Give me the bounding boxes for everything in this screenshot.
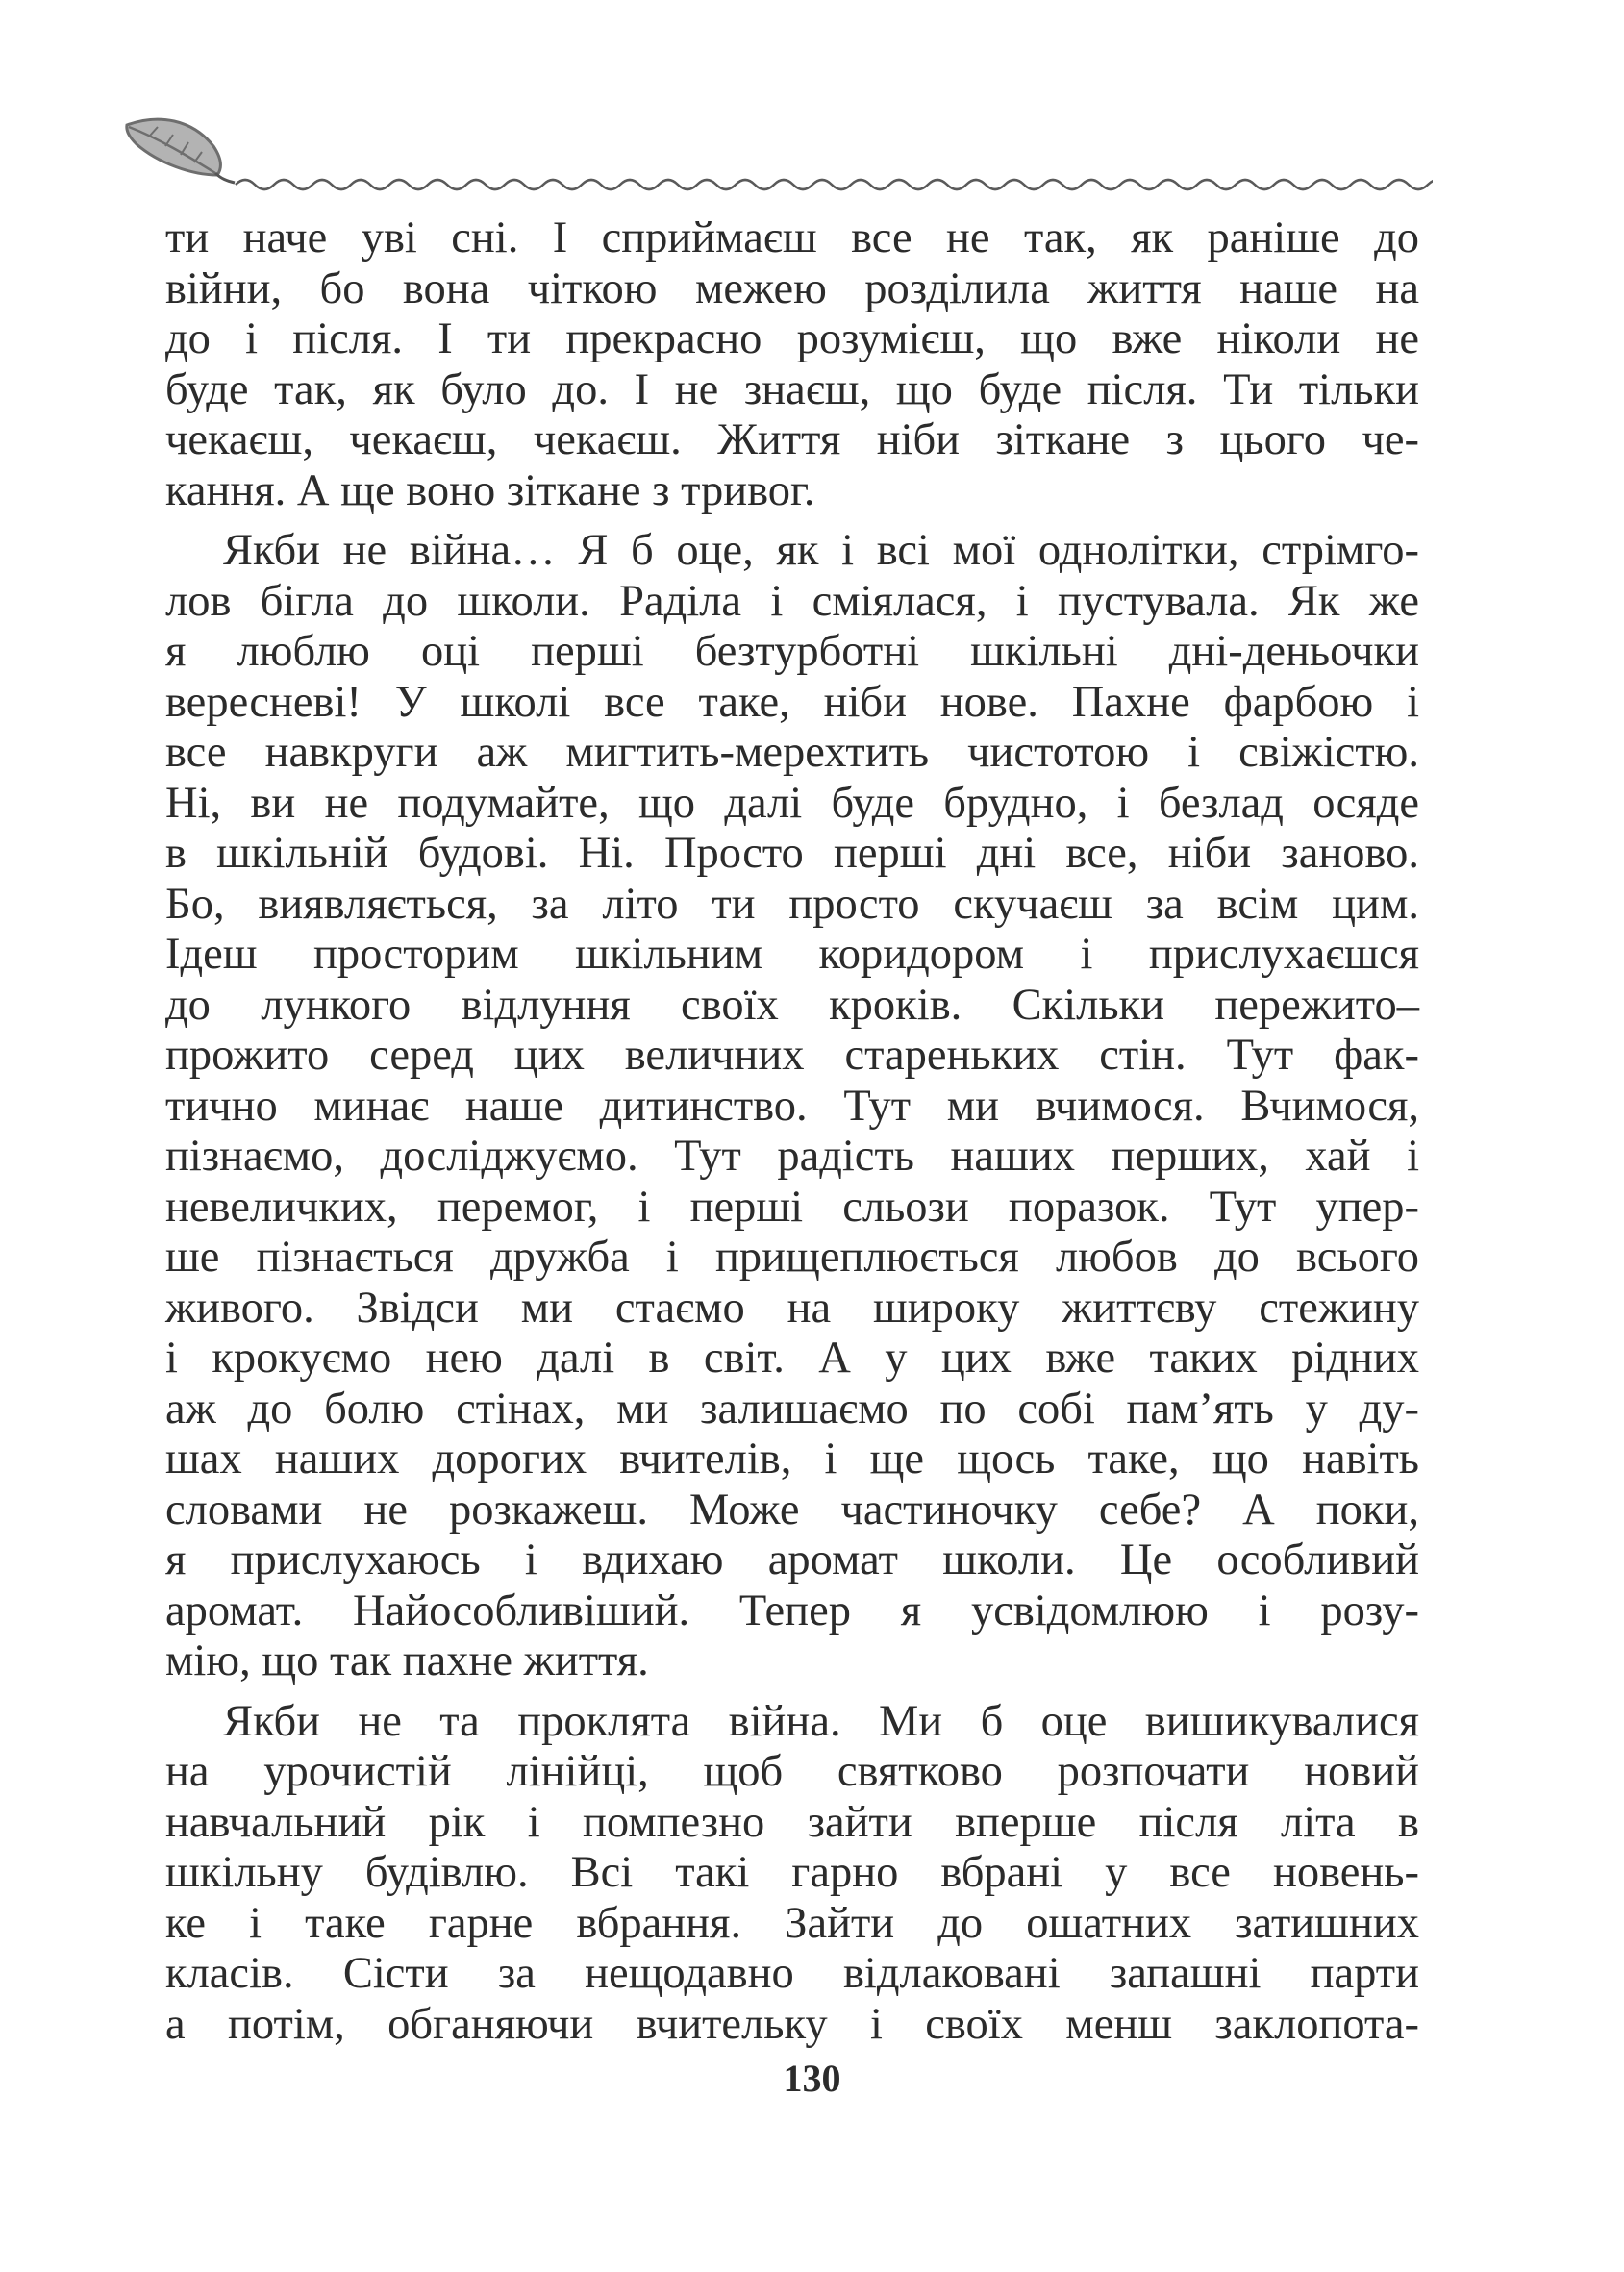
text-line: прожито серед цих величних старенькиx стін. Тут фак- <box>165 1031 1419 1080</box>
text-line: я прислухаюсь і вдихаю аромат школи. Це особливий <box>165 1535 1419 1585</box>
text-line: ке і таке гарне вбрання. Зайти до ошатних затишних <box>165 1898 1419 1948</box>
text-line: а потім, обганяючи вчительку і своїх менш заклопота- <box>165 1999 1419 2049</box>
text-line: ти наче уві сні. І сприймаєш все не так, як раніше до <box>165 213 1419 262</box>
text-line: мію, що так пахне життя. <box>165 1636 649 1685</box>
page-header <box>115 106 1433 212</box>
text-line: лов бігла до школи. Раділа і сміялася, і пустувала. Як же <box>165 576 1419 626</box>
text-line: і крокуємо нею далі в світ. А у цих вже таких рідних <box>165 1334 1419 1383</box>
text-line: до і після. І ти прекрасно розумієш, що вже ніколи не <box>165 314 1419 363</box>
page-number: 130 <box>783 2057 841 2100</box>
text-line: в шкільній будові. Ні. Просто перші дні все, ніби заново. <box>165 829 1419 878</box>
text-line: навчальний рік і помпезно зайти вперше після літа в <box>165 1797 1419 1847</box>
text-line: Якби не та проклята війна. Ми б оце вишикувалися <box>223 1696 1419 1746</box>
text-line: все навкруги аж мигтить-мерехтить чистотою і свіжістю. <box>165 728 1419 777</box>
text-line: живого. Звідси ми стаємо на широку життєву стежину <box>165 1283 1419 1333</box>
leaf-icon <box>127 119 235 183</box>
text-line: пізнаємо, досліджуємо. Тут радість наших перших, хай і <box>165 1132 1419 1181</box>
text-line: класів. Сісти за нещодавно відлаковані запашні парти <box>165 1949 1419 1998</box>
text-line: чекаєш, чекаєш, чекаєш. Життя ніби зіткане з цього че- <box>165 415 1419 464</box>
text-line: аж до болю стінах, ми залишаємо по собі пам’ять у ду- <box>165 1384 1419 1434</box>
text-line: на урочистій лінійці, щоб святково розпочати новий <box>165 1747 1419 1796</box>
paragraph <box>165 526 1419 1687</box>
text-line: Якби не війна… Я б оце, як і всі мої однолітки, стрімго- <box>223 526 1419 575</box>
text-line: тично минає наше дитинство. Тут ми вчимося. Вчимося, <box>165 1081 1419 1131</box>
text-line: до лункого відлуння своїх кроків. Скільки пережито– <box>165 980 1419 1030</box>
text-line: шкільну будівлю. Всі такі гарно вбрані у все новень- <box>165 1848 1419 1897</box>
text-line: Ні, ви не подумайте, що далі буде брудно, і безлад осяде <box>165 778 1419 828</box>
text-line: вересневі! У школі все таке, ніби нове. Пахне фарбою і <box>165 677 1419 727</box>
wavy-divider <box>236 180 1433 189</box>
text-line: аромат. Найособливіший. Тепер я усвідомлюю і розу- <box>165 1585 1419 1635</box>
text-line: словами не розкажеш. Може частиночку себе? А поки, <box>165 1485 1419 1535</box>
text-line: ше пізнається дружба і прищеплюється любов до всього <box>165 1233 1419 1282</box>
text-line: війни, бо вона чіткою межею розділила життя наше на <box>165 263 1419 313</box>
text-line: Бо, виявляється, за літо ти просто скучаєш за всім цим. <box>165 879 1419 929</box>
paragraph <box>165 1697 1419 2051</box>
text-line: я люблю оці перші безтурботні шкільні дні-деньочки <box>165 627 1419 676</box>
header-ornament <box>115 106 1433 212</box>
text-line: кання. А ще воно зіткане з тривог. <box>165 465 815 515</box>
paragraph <box>165 213 1419 516</box>
text-line: Ідеш просторим шкільним коридором і прислухаєшся <box>165 930 1419 979</box>
text-line: невеличких, перемог, і перші сльози поразок. Тут упер- <box>165 1182 1419 1232</box>
text-line: шах наших дорогих вчителів, і ще щось таке, що навіть <box>165 1435 1419 1484</box>
text-line: буде так, як було до. І не знаєш, що буде після. Ти тільки <box>165 364 1419 414</box>
body-text <box>165 213 1419 2050</box>
